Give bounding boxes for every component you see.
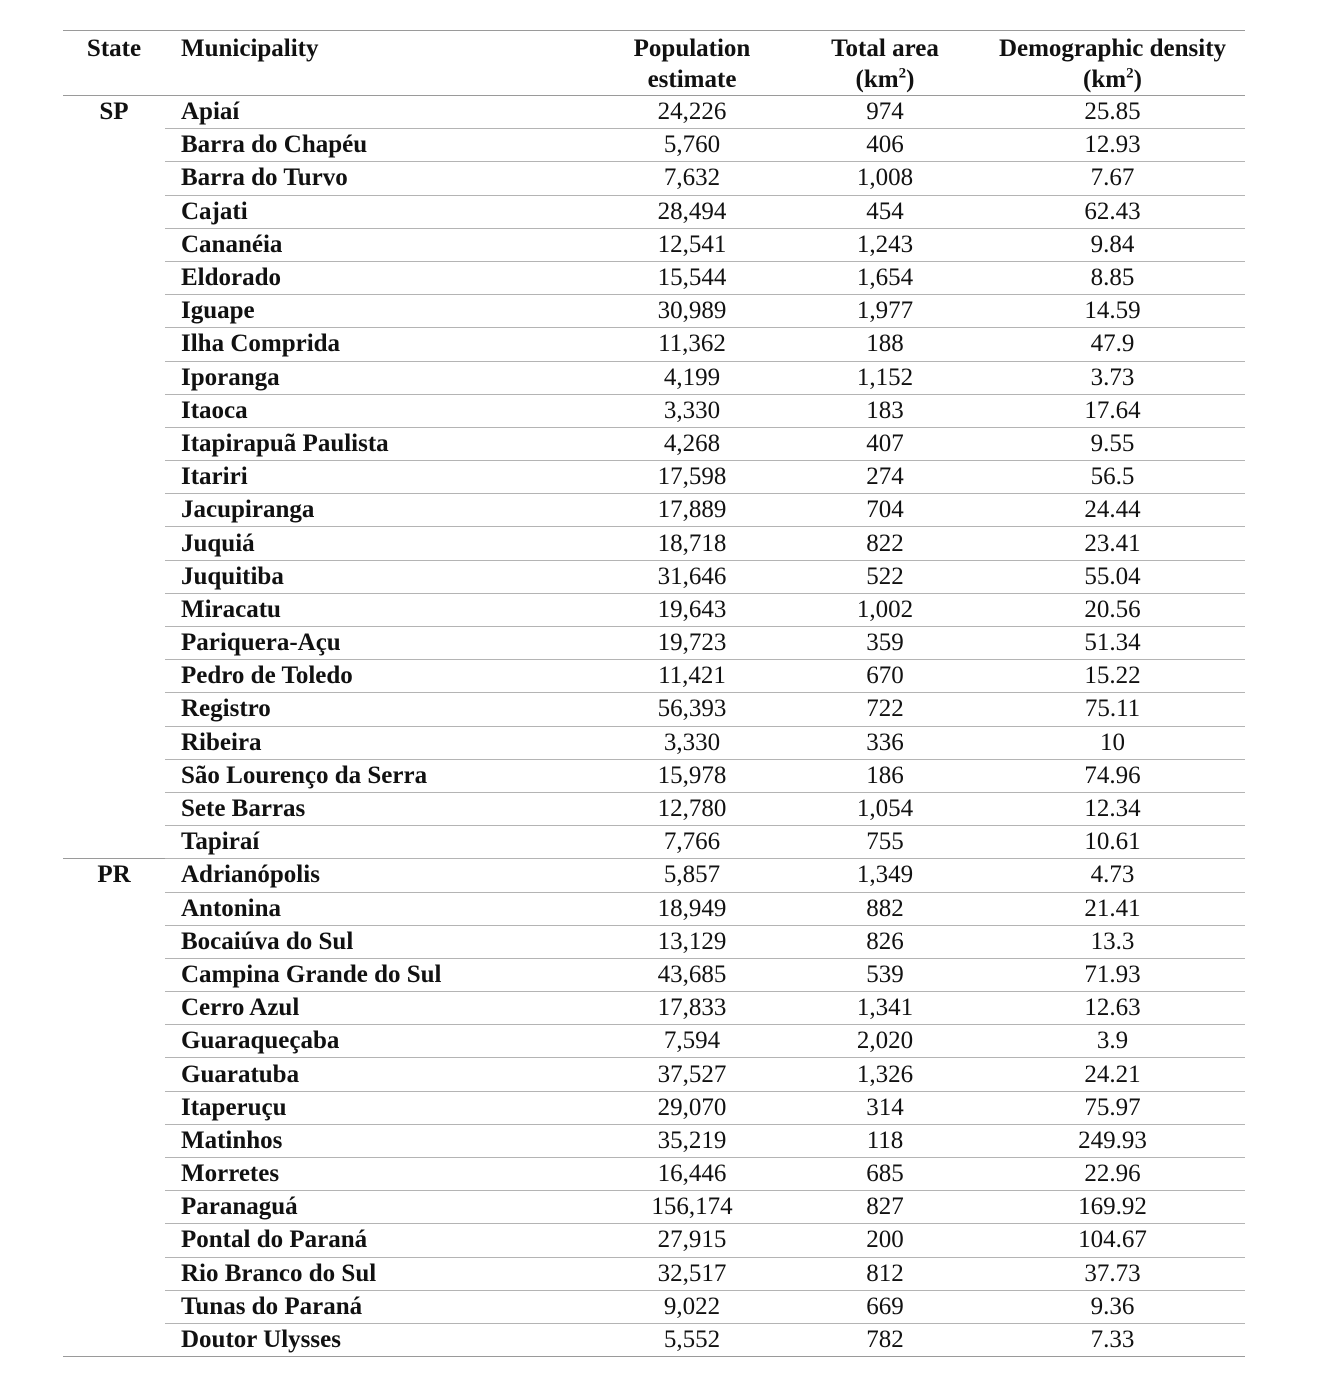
state-cell [63, 660, 165, 693]
header-area-unit: (km [855, 66, 899, 93]
table-row [63, 295, 1245, 328]
municipality-cell: Miracatu [165, 593, 594, 626]
area-cell: 1,054 [790, 792, 980, 825]
area-cell: 118 [790, 1124, 980, 1157]
density-cell: 23.41 [980, 527, 1245, 560]
municipality-cell: Apiaí [165, 96, 594, 129]
area-cell: 812 [790, 1257, 980, 1290]
state-cell [63, 1224, 165, 1257]
state-cell [63, 726, 165, 759]
state-cell [63, 261, 165, 294]
table-body [63, 96, 1245, 1357]
header-density-unit-close: ) [1133, 66, 1142, 93]
area-cell: 407 [790, 427, 980, 460]
density-cell: 12.63 [980, 992, 1245, 1025]
population-cell: 30,989 [594, 295, 790, 328]
area-cell: 188 [790, 328, 980, 361]
table-row [63, 461, 1245, 494]
table-row [63, 1224, 1245, 1257]
municipality-cell: Itaoca [165, 394, 594, 427]
density-cell: 75.11 [980, 693, 1245, 726]
table-row [63, 427, 1245, 460]
municipality-cell: Barra do Turvo [165, 162, 594, 195]
municipality-cell: Pontal do Paraná [165, 1224, 594, 1257]
density-cell: 9.36 [980, 1290, 1245, 1323]
population-cell: 12,541 [594, 228, 790, 261]
table-row [63, 1323, 1245, 1356]
density-cell: 71.93 [980, 958, 1245, 991]
table-row [63, 1158, 1245, 1191]
table-row [63, 1058, 1245, 1091]
state-cell [63, 1025, 165, 1058]
header-population [594, 31, 790, 96]
table-row [63, 593, 1245, 626]
table-row [63, 195, 1245, 228]
area-cell: 539 [790, 958, 980, 991]
state-cell [63, 494, 165, 527]
population-cell: 9,022 [594, 1290, 790, 1323]
population-cell: 11,362 [594, 328, 790, 361]
area-cell: 1,243 [790, 228, 980, 261]
table-row [63, 1290, 1245, 1323]
population-cell: 19,643 [594, 593, 790, 626]
population-cell: 13,129 [594, 925, 790, 958]
municipality-cell: Itaperuçu [165, 1091, 594, 1124]
density-cell: 249.93 [980, 1124, 1245, 1157]
state-cell [63, 693, 165, 726]
state-cell [63, 1257, 165, 1290]
state-cell [63, 925, 165, 958]
density-cell: 51.34 [980, 627, 1245, 660]
population-cell: 43,685 [594, 958, 790, 991]
area-cell: 1,341 [790, 992, 980, 1025]
population-cell: 27,915 [594, 1224, 790, 1257]
density-cell: 24.21 [980, 1058, 1245, 1091]
header-row [63, 31, 1245, 96]
area-cell: 200 [790, 1224, 980, 1257]
municipality-table-container [63, 30, 1245, 1357]
municipality-cell: Juquitiba [165, 560, 594, 593]
area-cell: 186 [790, 759, 980, 792]
area-cell: 782 [790, 1323, 980, 1356]
table-row [63, 162, 1245, 195]
municipality-cell: São Lourenço da Serra [165, 759, 594, 792]
state-cell [63, 195, 165, 228]
population-cell: 32,517 [594, 1257, 790, 1290]
population-cell: 16,446 [594, 1158, 790, 1191]
area-cell: 822 [790, 527, 980, 560]
population-cell: 5,552 [594, 1323, 790, 1356]
population-cell: 7,632 [594, 162, 790, 195]
municipality-cell: Pariquera-Açu [165, 627, 594, 660]
municipality-cell: Campina Grande do Sul [165, 958, 594, 991]
population-cell: 31,646 [594, 560, 790, 593]
area-cell: 974 [790, 96, 980, 129]
population-cell: 29,070 [594, 1091, 790, 1124]
area-cell: 336 [790, 726, 980, 759]
municipality-cell: Ilha Comprida [165, 328, 594, 361]
municipality-cell: Paranaguá [165, 1191, 594, 1224]
density-cell: 8.85 [980, 261, 1245, 294]
table-row [63, 1124, 1245, 1157]
area-cell: 522 [790, 560, 980, 593]
area-cell: 1,326 [790, 1058, 980, 1091]
area-cell: 755 [790, 826, 980, 859]
table-row [63, 892, 1245, 925]
population-cell: 156,174 [594, 1191, 790, 1224]
density-cell: 4.73 [980, 859, 1245, 892]
state-cell: PR [63, 859, 165, 892]
header-area-line1: Total area [831, 35, 939, 62]
area-cell: 670 [790, 660, 980, 693]
table-row [63, 361, 1245, 394]
population-cell: 56,393 [594, 693, 790, 726]
area-cell: 669 [790, 1290, 980, 1323]
population-cell: 28,494 [594, 195, 790, 228]
table-row [63, 328, 1245, 361]
density-cell: 104.67 [980, 1224, 1245, 1257]
municipality-cell: Ribeira [165, 726, 594, 759]
municipality-cell: Pedro de Toledo [165, 660, 594, 693]
state-cell [63, 759, 165, 792]
table-row [63, 1091, 1245, 1124]
density-cell: 15.22 [980, 660, 1245, 693]
state-cell [63, 593, 165, 626]
table-row [63, 494, 1245, 527]
density-cell: 24.44 [980, 494, 1245, 527]
header-area-unit-sup: 2 [898, 65, 907, 82]
density-cell: 21.41 [980, 892, 1245, 925]
state-cell [63, 560, 165, 593]
area-cell: 882 [790, 892, 980, 925]
municipality-cell: Bocaiúva do Sul [165, 925, 594, 958]
municipality-cell: Cajati [165, 195, 594, 228]
population-cell: 17,598 [594, 461, 790, 494]
area-cell: 183 [790, 394, 980, 427]
population-cell: 18,718 [594, 527, 790, 560]
density-cell: 9.84 [980, 228, 1245, 261]
density-cell: 12.93 [980, 129, 1245, 162]
state-cell [63, 295, 165, 328]
density-cell: 74.96 [980, 759, 1245, 792]
state-cell [63, 826, 165, 859]
municipality-cell: Rio Branco do Sul [165, 1257, 594, 1290]
header-density-unit-sup: 2 [1126, 65, 1134, 82]
state-cell [63, 792, 165, 825]
municipality-cell: Morretes [165, 1158, 594, 1191]
density-cell: 169.92 [980, 1191, 1245, 1224]
state-cell [63, 162, 165, 195]
area-cell: 1,008 [790, 162, 980, 195]
state-cell [63, 129, 165, 162]
header-density-unit: (km [1083, 66, 1127, 93]
population-cell: 17,833 [594, 992, 790, 1025]
header-state-label: State [86, 35, 142, 62]
state-cell [63, 427, 165, 460]
state-cell [63, 892, 165, 925]
table-row [63, 560, 1245, 593]
municipality-table [63, 30, 1245, 1357]
state-cell [63, 1323, 165, 1356]
density-cell: 56.5 [980, 461, 1245, 494]
density-cell: 10 [980, 726, 1245, 759]
municipality-cell: Barra do Chapéu [165, 129, 594, 162]
table-row [63, 527, 1245, 560]
municipality-cell: Guaraqueçaba [165, 1025, 594, 1058]
area-cell: 274 [790, 461, 980, 494]
state-cell [63, 394, 165, 427]
population-cell: 35,219 [594, 1124, 790, 1157]
density-cell: 10.61 [980, 826, 1245, 859]
state-cell [63, 527, 165, 560]
state-cell [63, 1191, 165, 1224]
population-cell: 4,268 [594, 427, 790, 460]
municipality-cell: Tunas do Paraná [165, 1290, 594, 1323]
state-cell [63, 1290, 165, 1323]
area-cell: 704 [790, 494, 980, 527]
table-row [63, 726, 1245, 759]
density-cell: 55.04 [980, 560, 1245, 593]
population-cell: 7,766 [594, 826, 790, 859]
state-cell [63, 328, 165, 361]
area-cell: 406 [790, 129, 980, 162]
municipality-cell: Cerro Azul [165, 992, 594, 1025]
header-state [63, 31, 165, 96]
area-cell: 1,977 [790, 295, 980, 328]
table-row [63, 394, 1245, 427]
area-cell: 827 [790, 1191, 980, 1224]
municipality-cell: Itapirapuã Paulista [165, 427, 594, 460]
municipality-cell: Guaratuba [165, 1058, 594, 1091]
density-cell: 7.33 [980, 1323, 1245, 1356]
population-cell: 7,594 [594, 1025, 790, 1058]
municipality-cell: Matinhos [165, 1124, 594, 1157]
state-cell [63, 627, 165, 660]
table-row [63, 1257, 1245, 1290]
density-cell: 17.64 [980, 394, 1245, 427]
header-area [790, 31, 980, 96]
header-population-line2: estimate [647, 66, 737, 93]
table-row [63, 627, 1245, 660]
area-cell: 1,002 [790, 593, 980, 626]
table-row [63, 792, 1245, 825]
table-header [63, 31, 1245, 96]
municipality-cell: Sete Barras [165, 792, 594, 825]
state-cell [63, 461, 165, 494]
population-cell: 18,949 [594, 892, 790, 925]
population-cell: 17,889 [594, 494, 790, 527]
header-density-line1: Demographic density [998, 35, 1227, 62]
state-cell [63, 361, 165, 394]
area-cell: 1,349 [790, 859, 980, 892]
area-cell: 2,020 [790, 1025, 980, 1058]
density-cell: 75.97 [980, 1091, 1245, 1124]
municipality-cell: Iguape [165, 295, 594, 328]
population-cell: 3,330 [594, 726, 790, 759]
population-cell: 19,723 [594, 627, 790, 660]
state-cell [63, 1158, 165, 1191]
state-cell: SP [99, 98, 129, 125]
area-cell: 685 [790, 1158, 980, 1191]
density-cell: 7.67 [980, 162, 1245, 195]
density-cell: 13.3 [980, 925, 1245, 958]
municipality-cell: Juquiá [165, 527, 594, 560]
population-cell: 15,978 [594, 759, 790, 792]
density-cell: 14.59 [980, 295, 1245, 328]
table-row [63, 925, 1245, 958]
table-row [63, 96, 1245, 129]
header-density [980, 31, 1245, 96]
area-cell: 1,152 [790, 361, 980, 394]
table-row [63, 660, 1245, 693]
state-cell [63, 1124, 165, 1157]
density-cell: 3.73 [980, 361, 1245, 394]
area-cell: 722 [790, 693, 980, 726]
population-cell: 37,527 [594, 1058, 790, 1091]
density-cell: 25.85 [980, 96, 1245, 129]
density-cell: 22.96 [980, 1158, 1245, 1191]
area-cell: 359 [790, 627, 980, 660]
population-cell: 24,226 [594, 96, 790, 129]
density-cell: 3.9 [980, 1025, 1245, 1058]
population-cell: 3,330 [594, 394, 790, 427]
area-cell: 1,654 [790, 261, 980, 294]
municipality-cell: Registro [165, 693, 594, 726]
state-cell [63, 958, 165, 991]
density-cell: 20.56 [980, 593, 1245, 626]
area-cell: 454 [790, 195, 980, 228]
table-row [63, 228, 1245, 261]
population-cell: 12,780 [594, 792, 790, 825]
table-row [63, 261, 1245, 294]
state-cell [63, 992, 165, 1025]
density-cell: 37.73 [980, 1257, 1245, 1290]
municipality-cell: Doutor Ulysses [165, 1323, 594, 1356]
population-cell: 5,857 [594, 859, 790, 892]
municipality-cell: Cananéia [165, 228, 594, 261]
header-area-unit-close: ) [906, 66, 915, 93]
density-cell: 9.55 [980, 427, 1245, 460]
municipality-cell: Antonina [165, 892, 594, 925]
state-cell [63, 1091, 165, 1124]
density-cell: 47.9 [980, 328, 1245, 361]
table-row [63, 693, 1245, 726]
population-cell: 4,199 [594, 361, 790, 394]
municipality-cell: Adrianópolis [165, 859, 594, 892]
header-municipality [165, 31, 594, 96]
table-row [63, 1191, 1245, 1224]
population-cell: 11,421 [594, 660, 790, 693]
population-cell: 15,544 [594, 261, 790, 294]
density-cell: 12.34 [980, 792, 1245, 825]
municipality-cell: Iporanga [165, 361, 594, 394]
state-cell [63, 228, 165, 261]
table-row [63, 992, 1245, 1025]
table-row [63, 129, 1245, 162]
area-cell: 314 [790, 1091, 980, 1124]
municipality-cell: Itariri [165, 461, 594, 494]
table-row [63, 1025, 1245, 1058]
municipality-cell: Eldorado [165, 261, 594, 294]
municipality-cell: Jacupiranga [165, 494, 594, 527]
municipality-cell: Tapiraí [165, 826, 594, 859]
population-cell: 5,760 [594, 129, 790, 162]
table-row [63, 759, 1245, 792]
header-municipality-label: Municipality [181, 35, 319, 62]
header-population-line1: Population [633, 35, 751, 62]
table-row [63, 859, 1245, 892]
table-row [63, 958, 1245, 991]
table-row [63, 826, 1245, 859]
density-cell: 62.43 [980, 195, 1245, 228]
state-cell [63, 1058, 165, 1091]
area-cell: 826 [790, 925, 980, 958]
